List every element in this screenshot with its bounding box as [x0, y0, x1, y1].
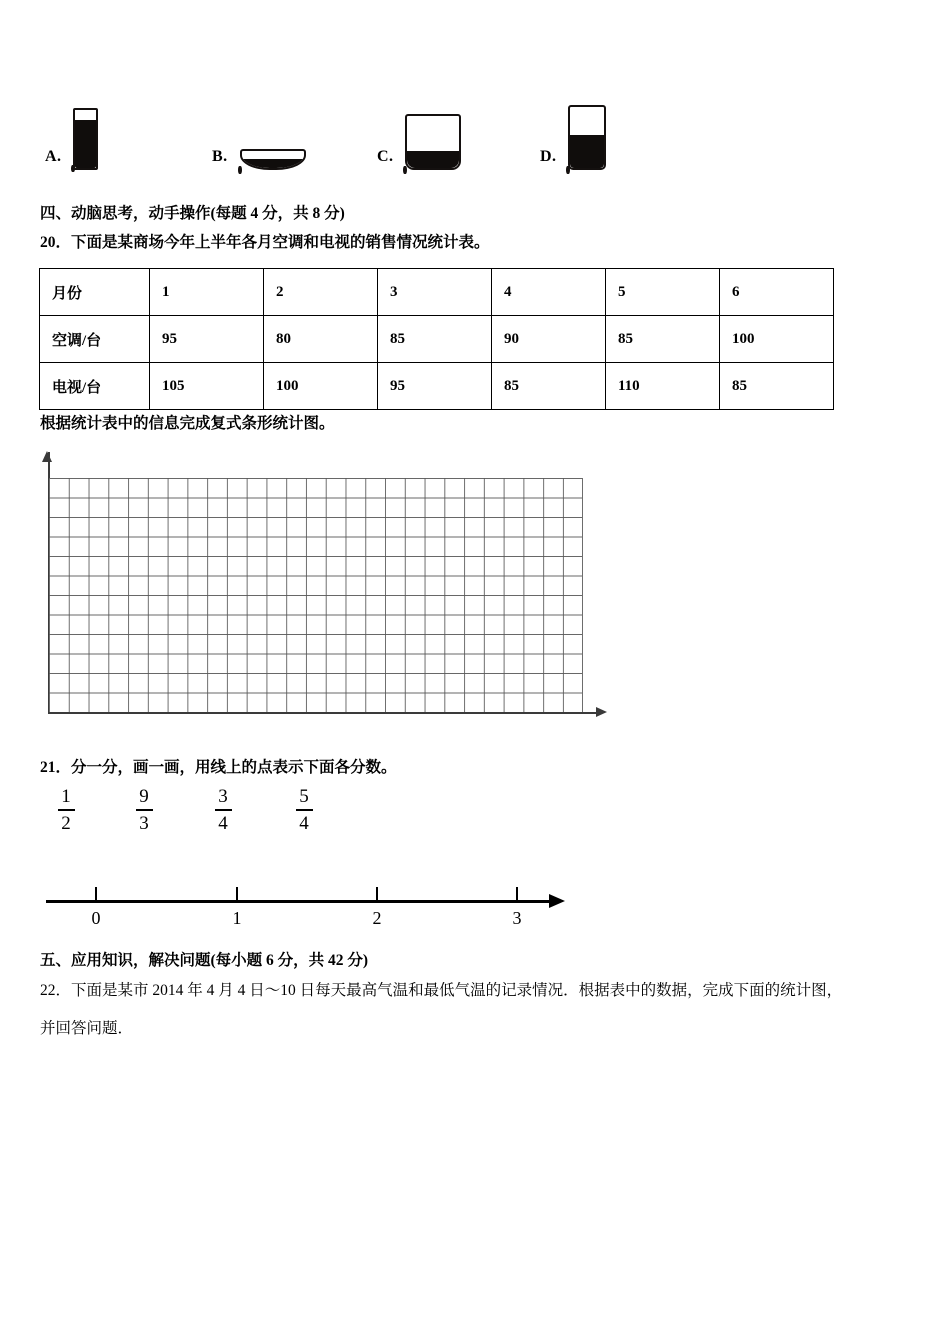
table-cell: 100	[264, 363, 378, 410]
fraction-bar	[215, 809, 232, 811]
section-five-heading: 五、应用知识，解决问题(每小题 6 分，共 42 分)	[40, 952, 369, 969]
table-cell: 3	[378, 269, 492, 316]
table-cell: 110	[606, 363, 720, 410]
question-22-text-line1: 22．下面是某市 2014 年 4 月 4 日～10 日每天最高气温和最低气温的记录情况．根据表中的数据，完成下面的统计图，	[40, 982, 843, 999]
table-row	[40, 269, 834, 316]
table-row	[40, 363, 834, 410]
number-line-tick	[95, 887, 97, 901]
vessel-body	[73, 108, 98, 170]
question-21-text: 21．分一分，画一画，用线上的点表示下面各分数。	[40, 759, 397, 776]
vessel-liquid	[75, 120, 96, 168]
table-cell: 80	[264, 316, 378, 363]
fraction-bar	[58, 809, 75, 811]
fraction-numerator: 1	[61, 786, 71, 807]
number-line-tick	[236, 887, 238, 901]
x-axis-line	[48, 712, 598, 714]
vessel-liquid	[407, 151, 459, 168]
vessel-body	[240, 149, 306, 170]
table-cell: 85	[378, 316, 492, 363]
fraction-denominator: 4	[299, 812, 309, 834]
choice-label-c: C.	[377, 148, 394, 165]
fraction-item	[46, 786, 86, 834]
number-line[interactable]	[46, 878, 586, 940]
sales-statistics-table	[39, 268, 834, 410]
section-four-heading: 四、动脑思考，动手操作(每题 4 分，共 8 分)	[40, 205, 345, 222]
vessel-rim	[566, 166, 570, 174]
fraction-numerator: 3	[218, 786, 228, 807]
fraction-numerator: 9	[139, 786, 149, 807]
choice-label-b: B.	[212, 148, 228, 165]
table-cell: 90	[492, 316, 606, 363]
vessel-rim	[403, 166, 407, 174]
row-header-month: 月份	[40, 269, 150, 316]
table-cell: 85	[720, 363, 834, 410]
table-cell: 6	[720, 269, 834, 316]
y-axis-arrow-icon	[42, 451, 52, 462]
choice-label-d: D.	[540, 148, 557, 165]
fraction-denominator: 3	[139, 812, 149, 834]
number-line-tick-label: 0	[91, 908, 101, 928]
table-row	[40, 316, 834, 363]
row-header-air-conditioner: 空调/台	[40, 316, 150, 363]
fraction-item	[124, 786, 164, 834]
number-line-axis	[46, 900, 551, 903]
fraction-bar	[296, 809, 313, 811]
chart-grid-cells[interactable]	[49, 478, 583, 712]
blank-bar-chart-grid[interactable]	[44, 452, 614, 727]
vessel-body	[405, 114, 461, 170]
fraction-numerator: 5	[299, 786, 309, 807]
table-cell: 95	[150, 316, 264, 363]
number-line-tick	[376, 887, 378, 901]
table-cell: 4	[492, 269, 606, 316]
vessel-rim	[71, 165, 75, 172]
fraction-bar	[136, 809, 153, 811]
fraction-denominator: 4	[218, 812, 228, 834]
choice-options-row	[0, 78, 950, 188]
x-axis-arrow-icon	[596, 707, 607, 717]
question-22-text-line2: 并回答问题．	[40, 1020, 134, 1037]
number-line-tick-label: 2	[372, 908, 382, 928]
number-line-arrow-icon	[549, 894, 565, 908]
question-20-text: 20．下面是某商场今年上半年各月空调和电视的销售情况统计表。	[40, 234, 490, 251]
number-line-tick-label: 3	[512, 908, 522, 928]
vessel-body	[568, 105, 606, 170]
chart-instruction-text: 根据统计表中的信息完成复式条形统计图。	[40, 415, 335, 432]
number-line-tick	[516, 887, 518, 901]
table-cell: 5	[606, 269, 720, 316]
table-cell: 100	[720, 316, 834, 363]
table-cell: 85	[606, 316, 720, 363]
fraction-item	[203, 786, 243, 834]
fraction-item	[284, 786, 324, 834]
choice-label-a: A.	[45, 148, 62, 165]
number-line-tick-label: 1	[232, 908, 242, 928]
vessel-rim	[238, 166, 242, 174]
fraction-denominator: 2	[61, 812, 71, 834]
table-cell: 105	[150, 363, 264, 410]
table-cell: 1	[150, 269, 264, 316]
vessel-liquid	[570, 135, 604, 168]
table-cell: 2	[264, 269, 378, 316]
vessel-liquid	[242, 159, 304, 168]
table-cell: 95	[378, 363, 492, 410]
row-header-television: 电视/台	[40, 363, 150, 410]
table-cell: 85	[492, 363, 606, 410]
